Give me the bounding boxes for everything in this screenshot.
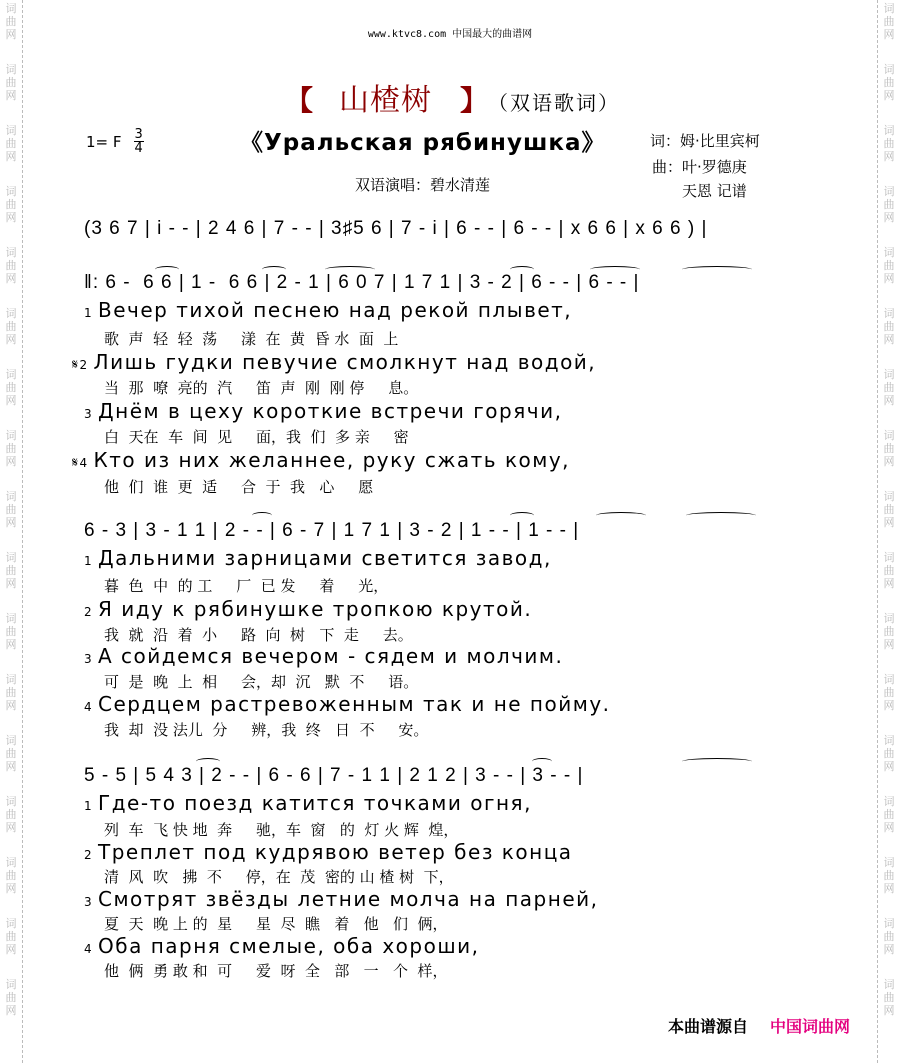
slur-mark [682,758,752,765]
verse-zh: 暮 色 中 的 工 厂 已 发 着 光， [104,577,389,595]
verse-ru: 𝄋4 Кто из них желаннее, руку сжать кому, [72,448,571,472]
section-1-notation: ‖: 6 - 6 6 | 1 - 6 6 | 2 - 1 | 6 0 7 | 1 7 1 | 3 - 2 | 6 - - | 6 - - | [84,272,640,293]
time-denominator: 4 [134,141,143,156]
verse-ru: 3 Днём в цеху короткие встречи горячи, [84,399,563,423]
watermark-group: 词 曲 网 [883,2,895,41]
title-subtitle: （双语歌词） [488,91,621,115]
verse-zh: 歌 声 轻 轻 荡 漾 在 黄 昏 水 面 上 [104,330,399,348]
side-watermark-left [0,0,23,1063]
watermark-group: 词 曲 网 [883,368,895,407]
verse-zh: 他 俩 勇 敢 和 可 爱 呀 全 部 一 个 样， [104,962,448,980]
slur-mark [686,512,756,519]
verse-ru: 3 А сойдемся вечером - сядем и молчим. [84,644,564,668]
watermark-group: 词 曲 网 [883,185,895,224]
watermark-group: 词 曲 网 [883,124,895,163]
watermark-group: 词 曲 网 [5,795,17,834]
footer-source [668,1014,850,1037]
verse-ru: 3 Смотрят звёзды летние молча на парней, [84,887,599,911]
segno-icon: 𝄋 [72,357,80,373]
watermark-group: 词 曲 网 [5,185,17,224]
key-and-time-signature [86,128,144,155]
verse-zh: 清 风 吹 拂 不 停，在 茂 密的 山 楂 树 下， [104,868,454,886]
verse-ru: 2 Я иду к рябинушке тропкою крутой. [84,597,533,621]
slur-mark [510,512,534,519]
slur-mark [532,758,552,765]
watermark-group: 词 曲 网 [5,917,17,956]
section-2-notation: 6 - 3 | 3 - 1 1 | 2 - - | 6 - 7 | 1 7 1 | 3 - 2 | 1 - - | 1 - - | [84,520,580,541]
verse-zh: 白 天在 车 间 见 面，我 们 多 亲 密 [104,428,409,446]
watermark-group: 词 曲 网 [5,551,17,590]
watermark-group: 词 曲 网 [5,368,17,407]
title-bracket-close: 】 [460,84,489,117]
watermark-group: 词 曲 网 [883,978,895,1017]
watermark-group: 词 曲 网 [883,429,895,468]
intro-notation: (3 6 7 | i - - | 2 4 6 | 7 - - | 3♯5 6 | 7 - i | 6 - - | 6 - - | x 6 6 | x 6 6 ) | [84,218,708,239]
watermark-group: 词 曲 网 [883,307,895,346]
verse-zh: 他 们 谁 更 适 合 于 我 心 愿 [104,478,374,496]
watermark-group: 词 曲 网 [5,673,17,712]
verse-ru: 1 Вечер тихой песнею над рекой плывет, [84,298,573,322]
watermark-group: 词 曲 网 [883,551,895,590]
time-signature [134,128,144,155]
verse-ru: 4 Оба парня смелые, оба хороши, [84,934,480,958]
watermark-group: 词 曲 网 [883,246,895,285]
watermark-group: 词 曲 网 [5,429,17,468]
russian-title: 《Уральская рябинушка》 [240,130,606,156]
watermark-group: 词 曲 网 [5,856,17,895]
watermark-group: 词 曲 网 [5,246,17,285]
verse-ru: 4 Сердцем растревоженным так и не пойму. [84,692,611,716]
segno-icon: 𝄋 [72,455,80,471]
verse-zh: 我 就 沿 着 小 路 向 树 下 走 去。 [104,626,413,644]
verse-zh: 夏 天 晚 上 的 星 星 尽 瞧 着 他 们 俩， [104,915,448,933]
verse-ru: 𝄋2 Лишь гудки певучие смолкнут над водой, [72,350,597,374]
credit-music: 曲：叶·罗德庚 [652,158,747,176]
credit-transcriber: 天恩 记谱 [682,182,747,200]
verse-ru: 2 Треплет под кудрявою ветер без конца [84,840,573,864]
time-numerator: 3 [134,127,143,142]
slur-mark [596,512,646,519]
source-brand-link[interactable]: 中国词曲网 [770,1017,851,1036]
credit-lyrics: 词：姆·比里宾柯 [650,132,760,150]
watermark-group: 词 曲 网 [883,734,895,773]
site-header [0,25,900,40]
credit-singer: 双语演唱：碧水清莲 [355,176,491,194]
watermark-group: 词 曲 网 [883,917,895,956]
key-signature: 1= F [86,132,122,151]
source-label: 本曲谱源自 [668,1017,749,1036]
slur-mark [252,512,272,519]
watermark-group: 词 曲 网 [883,490,895,529]
watermark-group: 词 曲 网 [883,673,895,712]
verse-ru: 1 Где-то поезд катится точками огня, [84,791,532,815]
title-main: 山楂树 [339,83,433,118]
watermark-group: 词 曲 网 [5,734,17,773]
watermark-group: 词 曲 网 [883,795,895,834]
verse-zh: 可 是 晚 上 相 会，却 沉 默 不 语。 [104,673,419,691]
slur-mark [196,758,220,765]
watermark-group: 词 曲 网 [5,612,17,651]
watermark-group: 词 曲 网 [5,63,17,102]
section-3-notation: 5 - 5 | 5 4 3 | 2 - - | 6 - 6 | 7 - 1 1 | 2 1 2 | 3 - - | 3 - - | [84,765,584,786]
verse-zh: 我 却 没 法儿 分 辨，我 终 日 不 安。 [104,721,429,739]
verse-zh: 列 车 飞 快 地 奔 驰，车 窗 的 灯 火 辉 煌， [104,821,459,839]
watermark-group: 词 曲 网 [5,307,17,346]
watermark-group: 词 曲 网 [5,978,17,1017]
site-url[interactable]: www.ktvc8.com [367,29,447,40]
verse-ru: 1 Дальними зарницами светится завод, [84,546,552,570]
watermark-group: 词 曲 网 [5,124,17,163]
watermark-group: 词 曲 网 [5,490,17,529]
verse-zh: 当 那 嘹 亮的 汽 笛 声 刚 刚 停 息。 [104,379,419,397]
watermark-group: 词 曲 网 [883,612,895,651]
title-bracket-open: 【 [285,84,314,117]
song-title [285,84,620,118]
site-slogan: 中国最大的曲谱网 [452,29,533,40]
side-watermark-right [877,0,900,1063]
watermark-group: 词 曲 网 [5,2,17,41]
watermark-group: 词 曲 网 [883,856,895,895]
watermark-group: 词 曲 网 [883,63,895,102]
